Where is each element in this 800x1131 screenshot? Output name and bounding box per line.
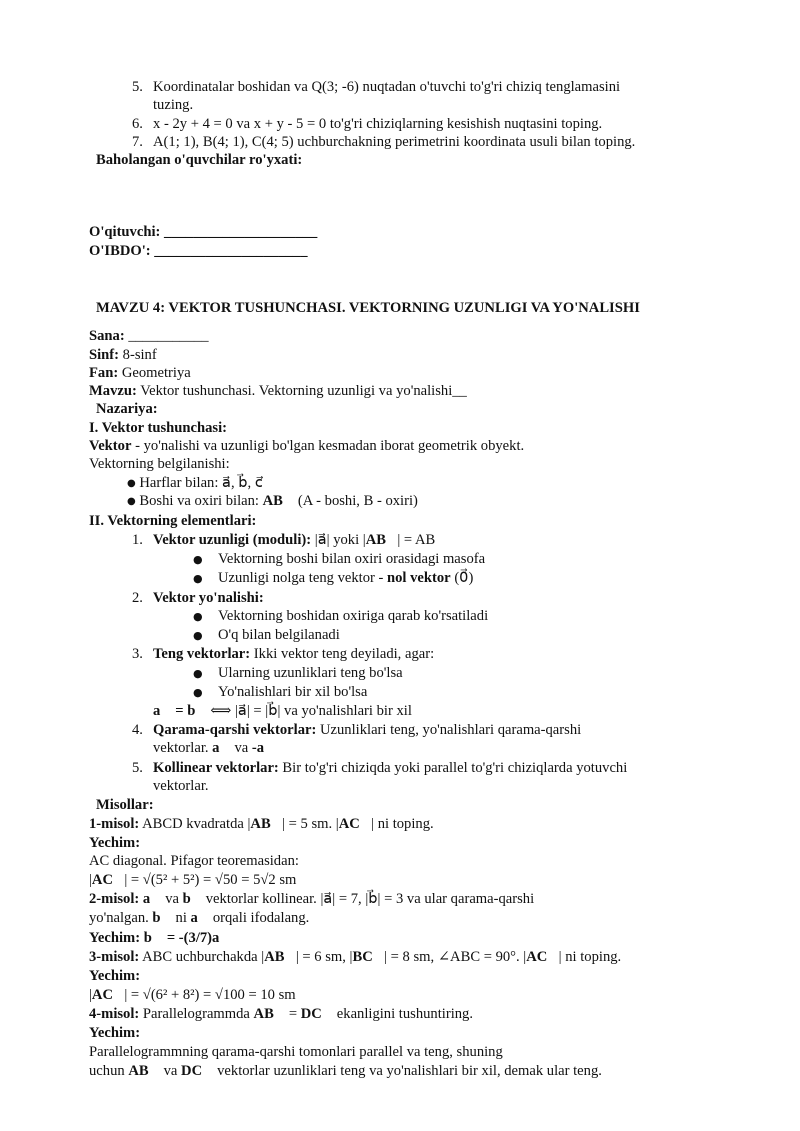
notation-bullet-1: ● Harflar bilan: a⃗, b⃗, c⃗: [127, 475, 263, 491]
example-2-solution: Yechim: b⃗ = -(3/7)a⃗: [89, 930, 231, 946]
list-number: 5.: [132, 79, 143, 95]
element-4-cont: vektorlar. a⃗ va -a⃗: [153, 740, 276, 756]
list-text: Koordinatalar boshidan va Q(3; -6) nuqtadan o'tuvchi to'g'ri chiziq tenglamasini: [153, 79, 621, 95]
notation-bullet-2: ● Boshi va oxiri bilan: AB⃗ (A - boshi, B - oxiri): [127, 493, 418, 509]
example-2-cont: yo'nalgan. b⃗ ni a⃗ orqali ifodalang.: [89, 910, 310, 926]
example-1-solution-line-1: AC diagonal. Pifagor teoremasidan:: [89, 853, 299, 869]
element-2: 2. Vektor yo'nalishi:: [132, 590, 264, 606]
example-3: 3-misol: ABC uchburchakda |AB⃗| = 6 sm, |BC⃗| = 8 sm, ∠ABC = 90°. |AC⃗| ni toping.: [89, 949, 622, 965]
theory-heading: Nazariya:: [96, 401, 158, 417]
equal-vectors-formula: a⃗ = b⃗ ⟺ |a⃗| = |b⃗| va yo'nalishlari bir xil: [153, 703, 412, 719]
element-1-sub-1: ● Vektorning boshi bilan oxiri orasidagi masofa: [193, 551, 486, 567]
bullet-icon: ●: [127, 496, 136, 507]
element-3: 3. Teng vektorlar: Ikki vektor teng deyiladi, agar:: [132, 646, 435, 662]
list-item-5-cont: tuzing.: [153, 97, 194, 113]
list-number: 6.: [132, 116, 143, 132]
bullet-icon: ●: [193, 686, 203, 699]
element-5-cont: vektorlar.: [153, 778, 209, 794]
example-2: 2-misol: a⃗ va b⃗ vektorlar kollinear. |a⃗| = 7, |b⃗| = 3 va ular qarama-qarshi: [89, 891, 535, 907]
bullet-icon: ●: [127, 478, 136, 489]
element-3-sub-2: ● Yo'nalishlari bir xil bo'lsa: [193, 684, 368, 700]
element-4: 4. Qarama-qarshi vektorlar: Uzunliklari teng, yo'nalishlari qarama-qarshi: [132, 722, 582, 738]
bullet-icon: ●: [193, 610, 203, 623]
example-4: 4-misol: Parallelogrammda AB⃗ = DC⃗ ekanligini tushuntiring.: [89, 1006, 473, 1022]
list-text: A(1; 1), B(4; 1), C(4; 5) uchburchakning perimetrini koordinata usuli bilan toping.: [153, 134, 636, 150]
ibdo-signature: O'IBDO': _____________________: [89, 243, 308, 259]
example-1: 1-misol: ABCD kvadratda |AB⃗| = 5 sm. |AC⃗| ni toping.: [89, 816, 434, 832]
element-1-sub-2: ● Uzunligi nolga teng vektor - nol vektor (0⃗): [193, 570, 474, 586]
examples-heading: Misollar:: [96, 797, 154, 813]
element-1: 1. Vektor uzunligi (moduli): |a⃗| yoki |AB⃗| = AB: [132, 532, 436, 548]
list-number: 7.: [132, 134, 143, 150]
section-2-title: II. Vektorning elementlari:: [89, 513, 257, 529]
date-line: Sana: ___________: [89, 328, 209, 344]
topic-line: Mavzu: Vektor tushunchasi. Vektorning uzunligi va yo'nalishi__: [89, 383, 467, 399]
element-3-sub-1: ● Ularning uzunliklari teng bo'lsa: [193, 665, 403, 681]
bullet-icon: ●: [193, 629, 203, 642]
bullet-icon: ●: [193, 572, 203, 585]
example-4-solution-line-1: Parallelogrammning qarama-qarshi tomonlari parallel va teng, shuning: [89, 1044, 503, 1060]
example-4-solution-line-2: uchun AB⃗ va DC⃗ vektorlar uzunliklari teng va yo'nalishlari bir xil, demak ular teng.: [89, 1063, 602, 1079]
teacher-signature: O'qituvchi: _____________________: [89, 224, 318, 240]
bullet-icon: ●: [193, 667, 203, 680]
list-item-5: [132, 78, 621, 96]
example-1-solution-label: Yechim:: [89, 835, 141, 851]
example-3-solution-label: Yechim:: [89, 968, 141, 984]
vector-notation-heading: Vektorning belgilanishi:: [89, 456, 230, 472]
vector-definition: Vektor - yo'nalishi va uzunligi bo'lgan kesmadan iborat geometrik obyekt.: [89, 438, 525, 454]
list-item-7: [132, 133, 636, 151]
element-2-sub-1: ● Vektorning boshidan oxiriga qarab ko'rsatiladi: [193, 608, 489, 624]
class-line: Sinf: 8-sinf: [89, 347, 157, 363]
graded-students-heading: Baholangan o'quvchilar ro'yxati:: [96, 152, 303, 168]
element-5: 5. Kollinear vektorlar: Bir to'g'ri chiziqda yoki parallel to'g'ri chiziqlarda yotuvchi: [132, 760, 628, 776]
section-1-title: I. Vektor tushunchasi:: [89, 420, 228, 436]
example-1-solution-line-2: |AC⃗| = √(5² + 5²) = √50 = 5√2 sm: [89, 872, 297, 888]
bullet-icon: ●: [193, 553, 203, 566]
list-item-6: [132, 115, 603, 133]
subject-line: Fan: Geometriya: [89, 365, 191, 381]
example-3-solution-line: |AC⃗| = √(6² + 8²) = √100 = 10 sm: [89, 987, 296, 1003]
list-text: x - 2y + 4 = 0 va x + y - 5 = 0 to'g'ri chiziqlarning kesishish nuqtasini toping.: [153, 116, 603, 132]
topic-title: MAVZU 4: VEKTOR TUSHUNCHASI. VEKTORNING UZUNLIGI VA YO'NALISHI: [96, 300, 640, 316]
element-2-sub-2: ● O'q bilan belgilanadi: [193, 627, 340, 643]
example-4-solution-label: Yechim:: [89, 1025, 141, 1041]
